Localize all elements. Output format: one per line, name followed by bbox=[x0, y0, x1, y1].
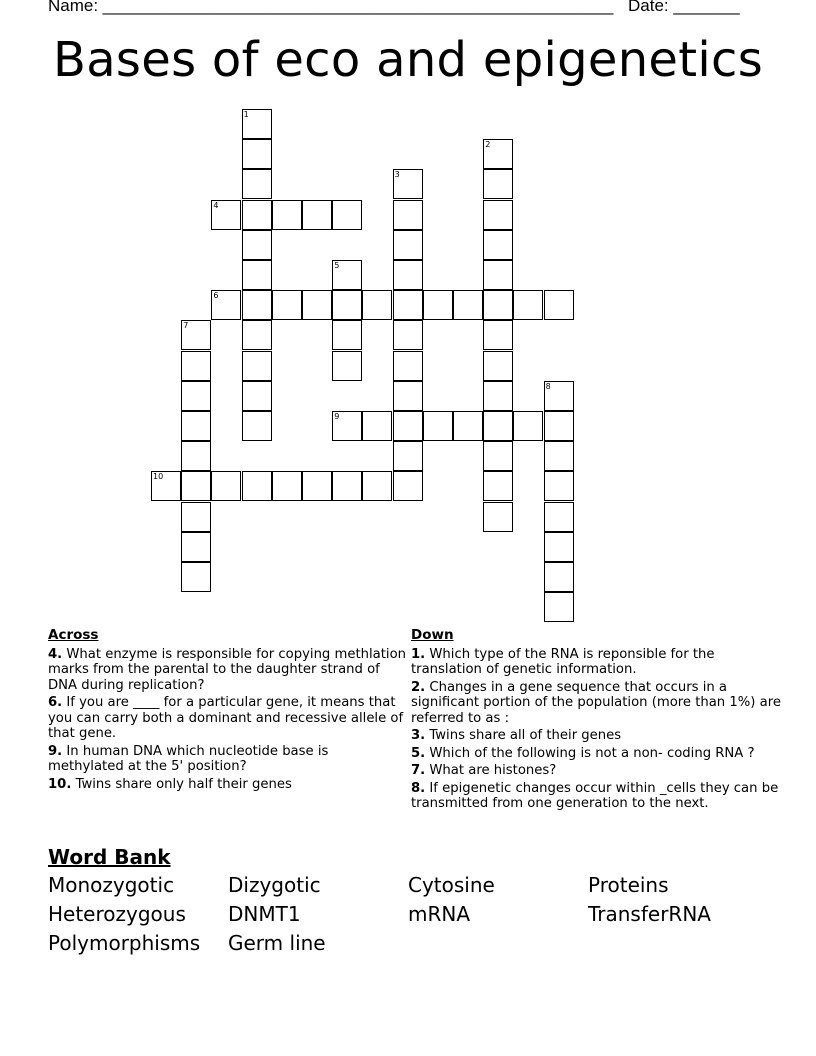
crossword-cell[interactable] bbox=[181, 320, 211, 350]
crossword-cell[interactable] bbox=[362, 471, 392, 501]
clue-number: 6. bbox=[48, 695, 63, 710]
crossword-cell[interactable] bbox=[181, 411, 211, 441]
clue-text: If epigenetic changes occur within _cells they can be transmitted from one generation to the next. bbox=[411, 780, 779, 811]
crossword-cell[interactable] bbox=[332, 411, 362, 441]
crossword-cell[interactable] bbox=[302, 290, 332, 320]
crossword-cell[interactable] bbox=[544, 411, 574, 441]
crossword-cell[interactable] bbox=[151, 471, 181, 501]
crossword-cell[interactable] bbox=[302, 200, 332, 230]
clue-across-6 bbox=[48, 695, 408, 742]
crossword-cell[interactable] bbox=[393, 411, 423, 441]
crossword-cell[interactable] bbox=[544, 471, 574, 501]
clue-number-label: 9 bbox=[334, 412, 340, 421]
clue-number-label: 2 bbox=[485, 140, 491, 150]
crossword-cell[interactable] bbox=[242, 351, 272, 381]
word-bank-heading: Word Bank bbox=[48, 845, 171, 869]
clue-text: Changes in a gene sequence that occurs in a significant portion of the population (more than 1%) are referred to as : bbox=[411, 679, 781, 726]
clue-across-4 bbox=[48, 647, 408, 694]
clue-number-label: 6 bbox=[213, 291, 219, 301]
crossword-cell[interactable] bbox=[544, 532, 574, 562]
word-bank-item: mRNA bbox=[408, 902, 471, 926]
name-field-label[interactable]: Name: ______________________________________________________ bbox=[48, 0, 614, 15]
word-bank-item: Germ line bbox=[228, 931, 326, 955]
crossword-cell[interactable] bbox=[242, 169, 272, 199]
clue-number: 10. bbox=[48, 776, 72, 792]
crossword-cell[interactable] bbox=[242, 381, 272, 411]
crossword-cell[interactable] bbox=[483, 441, 513, 471]
down-clues bbox=[411, 628, 781, 814]
crossword-cell[interactable] bbox=[483, 139, 513, 169]
crossword-cell[interactable] bbox=[423, 290, 453, 320]
word-bank-item: TransferRNA bbox=[588, 902, 711, 926]
crossword-cell[interactable] bbox=[362, 290, 392, 320]
clue-number-label: 7 bbox=[183, 321, 189, 331]
crossword-cell[interactable] bbox=[242, 139, 272, 169]
crossword-cell[interactable] bbox=[393, 169, 423, 199]
crossword-cell[interactable] bbox=[483, 471, 513, 501]
clue-number: 5. bbox=[411, 745, 426, 761]
clue-number: 1. bbox=[411, 646, 426, 662]
across-heading: Across bbox=[48, 627, 99, 643]
crossword-cell[interactable] bbox=[544, 381, 574, 411]
crossword-cell[interactable] bbox=[393, 260, 423, 290]
clue-down-2 bbox=[411, 680, 781, 727]
crossword-cell[interactable] bbox=[242, 260, 272, 290]
word-bank-item: Monozygotic bbox=[48, 873, 175, 897]
crossword-cell[interactable] bbox=[544, 502, 574, 532]
crossword-cell[interactable] bbox=[483, 411, 513, 441]
crossword-cell[interactable] bbox=[483, 200, 513, 230]
across-clues bbox=[48, 628, 408, 794]
crossword-cell[interactable] bbox=[483, 290, 513, 320]
crossword-cell[interactable] bbox=[332, 260, 362, 290]
crossword-cell[interactable] bbox=[483, 381, 513, 411]
crossword-cell[interactable] bbox=[362, 411, 392, 441]
crossword-cell[interactable] bbox=[332, 351, 362, 381]
clue-text: Which type of the RNA is reponsible for the translation of genetic information. bbox=[411, 646, 715, 677]
clue-number-label: 5 bbox=[334, 261, 340, 270]
clue-number: 2. bbox=[411, 679, 426, 695]
crossword-cell[interactable] bbox=[483, 169, 513, 199]
crossword-cell[interactable] bbox=[513, 411, 543, 441]
crossword-cell[interactable] bbox=[181, 381, 211, 411]
crossword-cell[interactable] bbox=[272, 471, 302, 501]
crossword-cell[interactable] bbox=[483, 260, 513, 290]
clue-number-label: 3 bbox=[394, 170, 400, 180]
crossword-cell[interactable] bbox=[393, 320, 423, 350]
clue-down-7 bbox=[411, 763, 781, 779]
crossword-cell[interactable] bbox=[181, 441, 211, 471]
clue-down-5 bbox=[411, 746, 781, 762]
crossword-cell[interactable] bbox=[544, 290, 574, 320]
clue-across-10 bbox=[48, 777, 408, 793]
down-heading: Down bbox=[411, 627, 454, 643]
crossword-cell[interactable] bbox=[181, 562, 211, 592]
clue-number: 4. bbox=[48, 646, 63, 662]
crossword-cell[interactable] bbox=[393, 290, 423, 320]
date-field-label[interactable]: Date: _______ bbox=[628, 0, 740, 15]
word-bank-item: Heterozygous bbox=[48, 902, 186, 926]
word-bank-item: Polymorphisms bbox=[48, 931, 201, 955]
crossword-cell[interactable] bbox=[181, 471, 211, 501]
crossword-cell[interactable] bbox=[242, 471, 272, 501]
crossword-cell[interactable] bbox=[393, 381, 423, 411]
crossword-cell[interactable] bbox=[242, 200, 272, 230]
crossword-cell[interactable] bbox=[272, 290, 302, 320]
crossword-cell[interactable] bbox=[242, 109, 272, 139]
crossword-cell[interactable] bbox=[544, 562, 574, 592]
clue-number-label: 4 bbox=[213, 200, 219, 210]
clue-number: 8. bbox=[411, 780, 426, 796]
crossword-cell[interactable] bbox=[211, 290, 241, 320]
crossword-cell[interactable] bbox=[544, 441, 574, 471]
clue-across-9 bbox=[48, 744, 408, 775]
crossword-cell[interactable] bbox=[181, 532, 211, 562]
crossword-cell[interactable] bbox=[483, 502, 513, 532]
clue-number: 3. bbox=[411, 728, 426, 743]
crossword-cell[interactable] bbox=[393, 471, 423, 501]
crossword-cell[interactable] bbox=[483, 320, 513, 350]
crossword-cell[interactable] bbox=[332, 200, 362, 230]
clue-down-8 bbox=[411, 781, 781, 812]
crossword-cell[interactable] bbox=[393, 230, 423, 260]
clue-number-label: 1 bbox=[243, 110, 249, 119]
crossword-cell[interactable] bbox=[242, 230, 272, 260]
word-bank-item: Proteins bbox=[588, 873, 669, 897]
clue-text: What are histones? bbox=[429, 763, 557, 778]
clue-number-label: 8 bbox=[545, 381, 551, 391]
crossword-cell[interactable] bbox=[332, 320, 362, 350]
crossword-cell[interactable] bbox=[423, 411, 453, 441]
crossword-cell[interactable] bbox=[483, 230, 513, 260]
crossword-cell[interactable] bbox=[453, 411, 483, 441]
crossword-cell[interactable] bbox=[302, 471, 332, 501]
crossword-cell[interactable] bbox=[544, 592, 574, 622]
word-bank-item: Cytosine bbox=[408, 873, 495, 897]
crossword-cell[interactable] bbox=[453, 290, 483, 320]
clue-text: Which of the following is not a non- coding RNA ? bbox=[429, 745, 755, 761]
crossword-cell[interactable] bbox=[211, 471, 241, 501]
crossword-cell[interactable] bbox=[393, 200, 423, 230]
crossword-cell[interactable] bbox=[483, 351, 513, 381]
crossword-cell[interactable] bbox=[181, 502, 211, 532]
clue-down-1 bbox=[411, 647, 781, 678]
word-bank-item: Dizygotic bbox=[228, 873, 321, 897]
clue-text: Twins share all of their genes bbox=[429, 728, 622, 743]
clue-down-3 bbox=[411, 728, 781, 744]
clue-text: Twins share only half their genes bbox=[75, 776, 292, 792]
clue-text: What enzyme is responsible for copying methlation marks from the parental to the daughter strand of DNA during replication? bbox=[48, 646, 406, 693]
crossword-cell[interactable] bbox=[332, 471, 362, 501]
crossword-cell[interactable] bbox=[393, 441, 423, 471]
page-title: Bases of eco and epigenetics bbox=[52, 32, 764, 88]
crossword-cell[interactable] bbox=[242, 411, 272, 441]
crossword-cell[interactable] bbox=[242, 290, 272, 320]
clue-number: 7. bbox=[411, 763, 426, 778]
crossword-cell[interactable] bbox=[211, 200, 241, 230]
crossword-cell[interactable] bbox=[181, 351, 211, 381]
clue-number: 9. bbox=[48, 743, 63, 759]
crossword-cell[interactable] bbox=[332, 290, 362, 320]
clue-text: If you are ____ for a particular gene, it means that you can carry both a dominant and recessive allele of that gene. bbox=[48, 695, 404, 741]
crossword-cell[interactable] bbox=[393, 351, 423, 381]
crossword-cell[interactable] bbox=[272, 200, 302, 230]
crossword-cell[interactable] bbox=[242, 320, 272, 350]
word-bank bbox=[48, 845, 788, 956]
clue-text: In human DNA which nucleotide base is methylated at the 5' position? bbox=[48, 743, 329, 774]
crossword-cell[interactable] bbox=[513, 290, 543, 320]
word-bank-list bbox=[48, 873, 788, 956]
clue-number-label: 10 bbox=[153, 472, 164, 482]
word-bank-item: DNMT1 bbox=[228, 902, 301, 926]
